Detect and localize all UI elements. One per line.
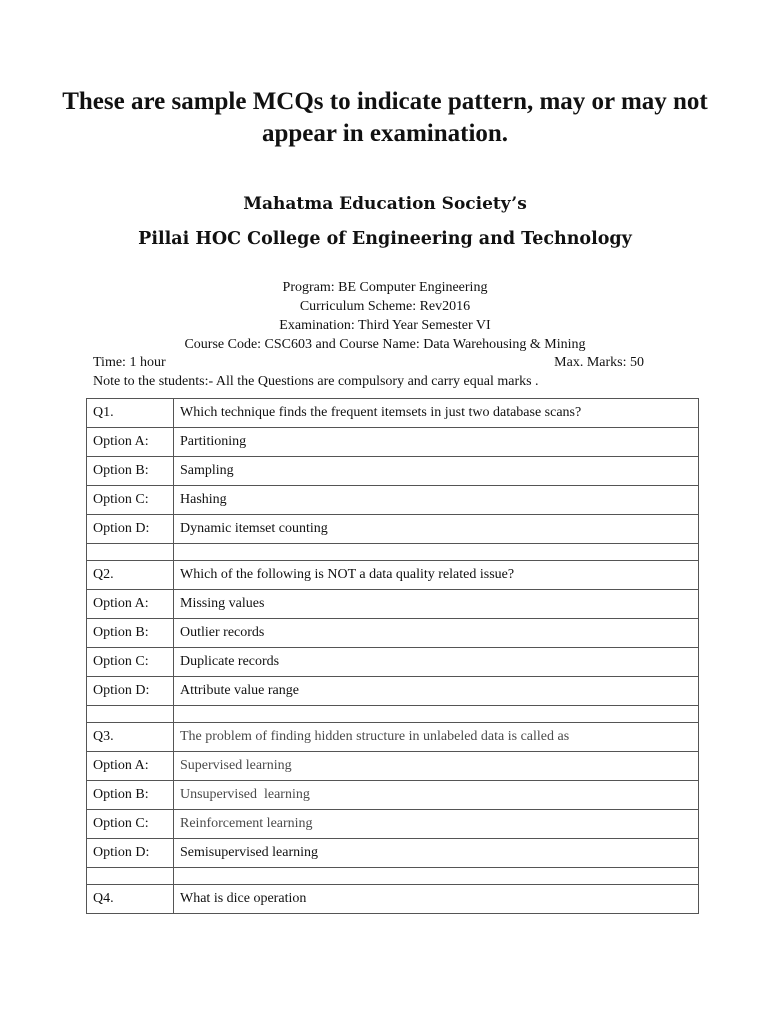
option-label: Option D: [87, 839, 174, 868]
option-text: Sampling [174, 457, 699, 486]
option-row [87, 648, 699, 677]
option-row [87, 457, 699, 486]
option-label: Option A: [87, 428, 174, 457]
option-row [87, 752, 699, 781]
spacer-row [87, 868, 699, 885]
question-number: Q2. [87, 561, 174, 590]
question-text: Which of the following is NOT a data quality related issue? [174, 561, 699, 590]
option-row [87, 839, 699, 868]
spacer-row [87, 544, 699, 561]
mcq-table [86, 398, 699, 914]
option-text: Reinforcement learning [174, 810, 699, 839]
option-text: Unsupervised learning [174, 781, 699, 810]
option-row [87, 810, 699, 839]
disclaimer-banner: These are sample MCQs to indicate pattern, may or may not appear in examination. [62, 88, 708, 147]
option-text: Hashing [174, 486, 699, 515]
examination-line: Examination: Third Year Semester VI [279, 318, 491, 333]
option-text: Semisupervised learning [174, 839, 699, 868]
option-row [87, 590, 699, 619]
empty-cell [87, 544, 174, 561]
question-number: Q4. [87, 885, 174, 914]
option-label: Option B: [87, 781, 174, 810]
option-row [87, 677, 699, 706]
empty-cell [87, 868, 174, 885]
option-text: Attribute value range [174, 677, 699, 706]
program-line: Program: BE Computer Engineering [282, 280, 488, 295]
question-row [87, 561, 699, 590]
question-row [87, 399, 699, 428]
option-label: Option C: [87, 648, 174, 677]
option-row [87, 428, 699, 457]
scheme-line: Curriculum Scheme: Rev2016 [299, 299, 471, 314]
max-marks-line: Max. Marks: 50 [554, 355, 644, 370]
option-text: Partitioning [174, 428, 699, 457]
empty-cell [174, 706, 699, 723]
question-text: Which technique finds the frequent itemsets in just two database scans? [174, 399, 699, 428]
option-label: Option D: [87, 677, 174, 706]
option-label: Option D: [87, 515, 174, 544]
empty-cell [174, 544, 699, 561]
question-row [87, 723, 699, 752]
spacer-row [87, 706, 699, 723]
course-line: Course Code: CSC603 and Course Name: Data Warehousing & Mining [184, 337, 586, 352]
option-text: Dynamic itemset counting [174, 515, 699, 544]
option-label: Option B: [87, 619, 174, 648]
option-row [87, 486, 699, 515]
option-label: Option B: [87, 457, 174, 486]
option-row [87, 781, 699, 810]
college-name: Pillai HOC College of Engineering and Technology [138, 229, 632, 249]
option-label: Option A: [87, 590, 174, 619]
empty-cell [87, 706, 174, 723]
option-label: Option C: [87, 486, 174, 515]
option-row [87, 515, 699, 544]
society-name: Mahatma Education Society’s [243, 194, 527, 214]
time-line: Time: 1 hour [93, 355, 166, 370]
option-text: Outlier records [174, 619, 699, 648]
option-text: Supervised learning [174, 752, 699, 781]
student-note: Note to the students:- All the Questions are compulsory and carry equal marks . [93, 374, 539, 389]
question-text: What is dice operation [174, 885, 699, 914]
question-text: The problem of finding hidden structure in unlabeled data is called as [174, 723, 699, 752]
question-number: Q1. [87, 399, 174, 428]
option-label: Option C: [87, 810, 174, 839]
option-row [87, 619, 699, 648]
option-text: Duplicate records [174, 648, 699, 677]
question-row [87, 885, 699, 914]
question-number: Q3. [87, 723, 174, 752]
option-label: Option A: [87, 752, 174, 781]
option-text: Missing values [174, 590, 699, 619]
empty-cell [174, 868, 699, 885]
